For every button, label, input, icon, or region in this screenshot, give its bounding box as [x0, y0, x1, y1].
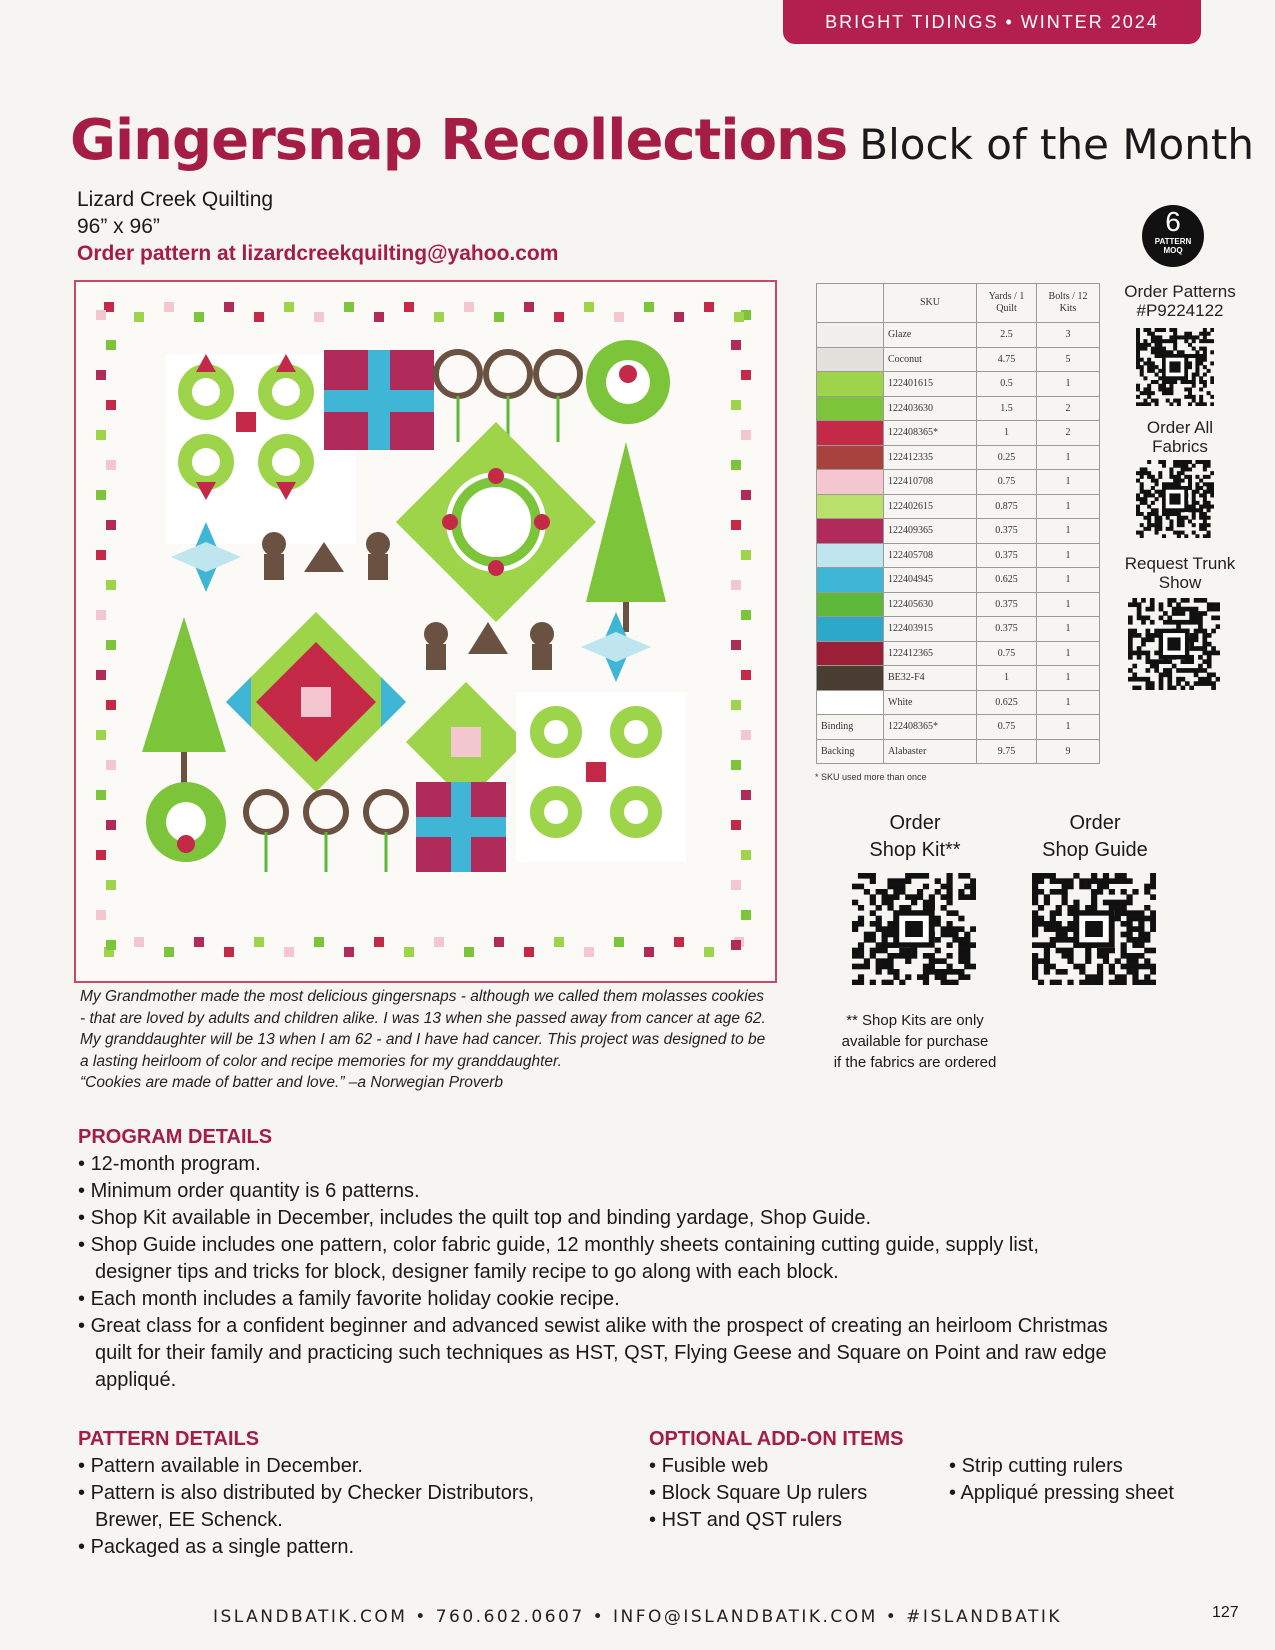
table-row — [817, 617, 1100, 642]
addon-items — [649, 1426, 1229, 1534]
table-row — [817, 372, 1100, 397]
table-row — [817, 715, 1100, 740]
title-main: Gingersnap Recollections — [70, 108, 848, 173]
list-item: • Shop Kit available in December, includes the quilt top and binding yardage, Shop Guide. — [78, 1205, 1108, 1232]
qr-label-line: Shop Guide — [1042, 839, 1148, 861]
moq-label-1: PATTERN — [1154, 237, 1192, 246]
list-item: • HST and QST rulers — [649, 1507, 949, 1534]
kit-note-line: available for purchase — [841, 1033, 989, 1050]
list-item: • Pattern available in December. — [78, 1453, 598, 1480]
list-item: • Packaged as a single pattern. — [78, 1534, 598, 1561]
sku-cell: 122405708 — [884, 543, 977, 568]
wreath-block-icon — [586, 340, 670, 424]
qr-code-trunk[interactable] — [1128, 598, 1220, 695]
fabric-swatch — [817, 519, 884, 544]
pattern-list — [78, 1453, 598, 1561]
qr-code-fabrics[interactable] — [1136, 460, 1214, 543]
table-row — [817, 666, 1100, 691]
sku-cell: White — [884, 690, 977, 715]
title-sub: Block of the Month — [859, 120, 1254, 169]
list-item: • Appliqué pressing sheet — [949, 1480, 1229, 1507]
yards-cell: 1 — [977, 421, 1037, 446]
fabric-swatch — [817, 494, 884, 519]
sku-cell: 122412365 — [884, 641, 977, 666]
quilt-caption — [80, 986, 770, 1094]
fabric-swatch — [817, 323, 884, 348]
row-label: Binding — [817, 715, 884, 740]
caption-line: - that are loved by adults and children alike. I was 13 when she passed away from cancer at age 62. — [80, 1009, 766, 1027]
addons-col-1 — [649, 1453, 949, 1534]
yards-cell: 2.5 — [977, 323, 1037, 348]
kit-note-line: if the fabrics are ordered — [833, 1054, 997, 1071]
sku-cell: Glaze — [884, 323, 977, 348]
bolts-cell: 9 — [1037, 739, 1100, 764]
qr-label-line: Fabrics — [1152, 437, 1208, 456]
list-item: • Shop Guide includes one pattern, color fabric guide, 12 monthly sheets containing cutting guide, supply list, designer tips and tricks for block, designer family recipe to go along with each block. — [78, 1232, 1108, 1286]
qr-label-shop-kit — [850, 810, 980, 864]
shop-kit-note — [820, 1010, 1010, 1073]
bolts-cell: 1 — [1037, 617, 1100, 642]
caption-line: a lasting heirloom of color and recipe memories for my granddaughter. — [80, 1052, 562, 1070]
pattern-details — [78, 1426, 598, 1561]
caption-line: My granddaughter will be 13 when I am 62 - and I have had cancer. This project was designed to be — [80, 1031, 766, 1048]
addons-col-2 — [949, 1453, 1229, 1534]
sku-cell: 122401615 — [884, 372, 977, 397]
yards-cell: 0.875 — [977, 494, 1037, 519]
fabric-swatch — [817, 347, 884, 372]
footer-contact: ISLANDBATIK.COM • 760.602.0607 • INFO@ISLANDBATIK.COM • #ISLANDBATIK — [212, 1607, 1063, 1627]
list-item: • Pattern is also distributed by Checker Distributors, Brewer, EE Schenck. — [78, 1480, 598, 1534]
designer-name: Lizard Creek Quilting — [77, 188, 274, 211]
table-row — [817, 470, 1100, 495]
qr-label-line: Order All — [1146, 418, 1214, 437]
fabric-swatch — [817, 396, 884, 421]
fabric-swatch — [817, 470, 884, 495]
gift-block-icon — [324, 350, 434, 450]
bolts-cell: 1 — [1037, 592, 1100, 617]
qr-label-trunk — [1115, 554, 1245, 592]
pattern-heading: PATTERN DETAILS — [78, 1428, 260, 1450]
program-list — [78, 1151, 1108, 1394]
addons-heading: OPTIONAL ADD-ON ITEMS — [649, 1428, 904, 1450]
bolts-cell: 1 — [1037, 445, 1100, 470]
bolts-cell: 1 — [1037, 543, 1100, 568]
bolts-cell: 1 — [1037, 690, 1100, 715]
moq-badge — [1142, 205, 1204, 267]
table-row — [817, 690, 1100, 715]
table-row — [817, 592, 1100, 617]
list-item: • Minimum order quantity is 6 patterns. — [78, 1178, 1108, 1205]
quilt-size: 96” x 96” — [77, 215, 160, 238]
sku-cell: 122405630 — [884, 592, 977, 617]
qr-label-fabrics — [1120, 418, 1240, 456]
fabric-table — [816, 283, 1100, 764]
yards-cell: 0.75 — [977, 470, 1037, 495]
gift-block-2-icon — [416, 782, 506, 872]
list-item: • Fusible web — [649, 1453, 949, 1480]
bolts-cell: 5 — [1037, 347, 1100, 372]
fabric-swatch — [817, 641, 884, 666]
sku-cell: Coconut — [884, 347, 977, 372]
yards-cell: 1 — [977, 666, 1037, 691]
qr-label-line: Order — [1069, 812, 1121, 834]
qr-code-shop-guide[interactable] — [1032, 873, 1156, 990]
sku-cell: 122408365* — [884, 715, 977, 740]
fabric-swatch — [817, 445, 884, 470]
sku-cell: 122410708 — [884, 470, 977, 495]
fabric-swatch — [817, 617, 884, 642]
list-item: • Each month includes a family favorite holiday cookie recipe. — [78, 1286, 1108, 1313]
bolts-cell: 1 — [1037, 568, 1100, 593]
sku-cell: 122408365* — [884, 421, 977, 446]
sku-cell: 122403630 — [884, 396, 977, 421]
swatch-header — [817, 284, 884, 323]
table-row — [817, 739, 1100, 764]
yards-cell: 0.625 — [977, 690, 1037, 715]
bolts-cell: 1 — [1037, 666, 1100, 691]
yards-cell: 0.375 — [977, 617, 1037, 642]
table-row — [817, 396, 1100, 421]
caption-line: My Grandmother made the most delicious gingersnaps - although we called them molasses cookies — [80, 988, 765, 1005]
bolts-cell: 1 — [1037, 641, 1100, 666]
bolts-header: Bolts / 12 Kits — [1037, 284, 1100, 323]
yards-cell: 9.75 — [977, 739, 1037, 764]
yards-cell: 0.375 — [977, 519, 1037, 544]
qr-label-line: #P9224122 — [1136, 301, 1224, 320]
yards-cell: 1.5 — [977, 396, 1037, 421]
sku-cell: Alabaster — [884, 739, 977, 764]
yards-cell: 0.375 — [977, 592, 1037, 617]
sku-cell: 122409365 — [884, 519, 977, 544]
qr-label-line: Order — [889, 812, 941, 834]
yards-cell: 0.625 — [977, 568, 1037, 593]
table-row — [817, 568, 1100, 593]
bolts-cell: 1 — [1037, 494, 1100, 519]
program-heading: PROGRAM DETAILS — [78, 1126, 273, 1148]
sku-cell: 122403915 — [884, 617, 977, 642]
qr-label-line: Order Patterns — [1124, 282, 1236, 301]
fabric-swatch — [817, 372, 884, 397]
sku-cell: 122402615 — [884, 494, 977, 519]
fabric-swatch — [817, 690, 884, 715]
row-label: Backing — [817, 739, 884, 764]
kit-note-line: ** Shop Kits are only — [846, 1012, 984, 1029]
sku-cell: BE32-F4 — [884, 666, 977, 691]
header-tab: BRIGHT TIDINGS • WINTER 2024 — [783, 0, 1201, 44]
star-block-2-icon — [516, 692, 686, 862]
fabric-swatch — [817, 592, 884, 617]
bolts-cell: 1 — [1037, 470, 1100, 495]
yards-cell: 0.25 — [977, 445, 1037, 470]
order-pattern-link[interactable]: Order pattern at lizardcreekquilting@yahoo.com — [77, 242, 559, 265]
caption-line: “Cookies are made of batter and love.” –a Norwegian Proverb — [80, 1074, 504, 1091]
list-item: • Great class for a confident beginner and advanced sewist alike with the prospect of creating an heirloom Christmas quilt for their family and practicing such techniques as HST, QST, Flying Geese and Square on Point and raw edge appliqué. — [78, 1313, 1108, 1394]
fabric-swatch — [817, 543, 884, 568]
qr-label-patterns — [1120, 282, 1240, 320]
yards-header: Yards / 1 Quilt — [977, 284, 1037, 323]
list-item: • 12-month program. — [78, 1151, 1108, 1178]
table-row — [817, 421, 1100, 446]
designer-info — [77, 186, 558, 267]
wreath-2-icon — [146, 782, 226, 862]
yards-cell: 0.375 — [977, 543, 1037, 568]
bolts-cell: 1 — [1037, 372, 1100, 397]
list-item: • Block Square Up rulers — [649, 1480, 949, 1507]
qr-label-line: Shop Kit** — [869, 839, 961, 861]
bolts-cell: 1 — [1037, 715, 1100, 740]
table-row — [817, 519, 1100, 544]
quilt-image — [74, 280, 777, 983]
table-row — [817, 543, 1100, 568]
fabric-swatch — [817, 666, 884, 691]
qr-label-line: Request Trunk — [1124, 554, 1236, 573]
yards-cell: 4.75 — [977, 347, 1037, 372]
page-number: 127 — [1212, 1604, 1239, 1621]
table-header-row — [817, 284, 1100, 323]
moq-number: 6 — [1165, 206, 1181, 237]
qr-code-shop-kit[interactable] — [852, 873, 976, 990]
page-title — [70, 108, 1254, 173]
sku-cell: 122412335 — [884, 445, 977, 470]
table-row — [817, 445, 1100, 470]
yards-cell: 0.5 — [977, 372, 1037, 397]
program-details — [78, 1124, 1108, 1394]
bolts-cell: 1 — [1037, 519, 1100, 544]
qr-label-shop-guide — [1030, 810, 1160, 864]
fabric-swatch — [817, 421, 884, 446]
yards-cell: 0.75 — [977, 715, 1037, 740]
table-row — [817, 641, 1100, 666]
moq-label-2: MOQ — [1163, 246, 1183, 255]
fabric-swatch — [817, 568, 884, 593]
qr-code-patterns[interactable] — [1136, 328, 1214, 411]
list-item: • Strip cutting rulers — [949, 1453, 1229, 1480]
yards-cell: 0.75 — [977, 641, 1037, 666]
sku-header: SKU — [884, 284, 977, 323]
table-row — [817, 494, 1100, 519]
bolts-cell: 2 — [1037, 421, 1100, 446]
qr-label-line: Show — [1158, 573, 1202, 592]
table-row — [817, 347, 1100, 372]
bolts-cell: 3 — [1037, 323, 1100, 348]
sku-cell: 122404945 — [884, 568, 977, 593]
bolts-cell: 2 — [1037, 396, 1100, 421]
table-footnote: * SKU used more than once — [815, 772, 927, 782]
table-row — [817, 323, 1100, 348]
